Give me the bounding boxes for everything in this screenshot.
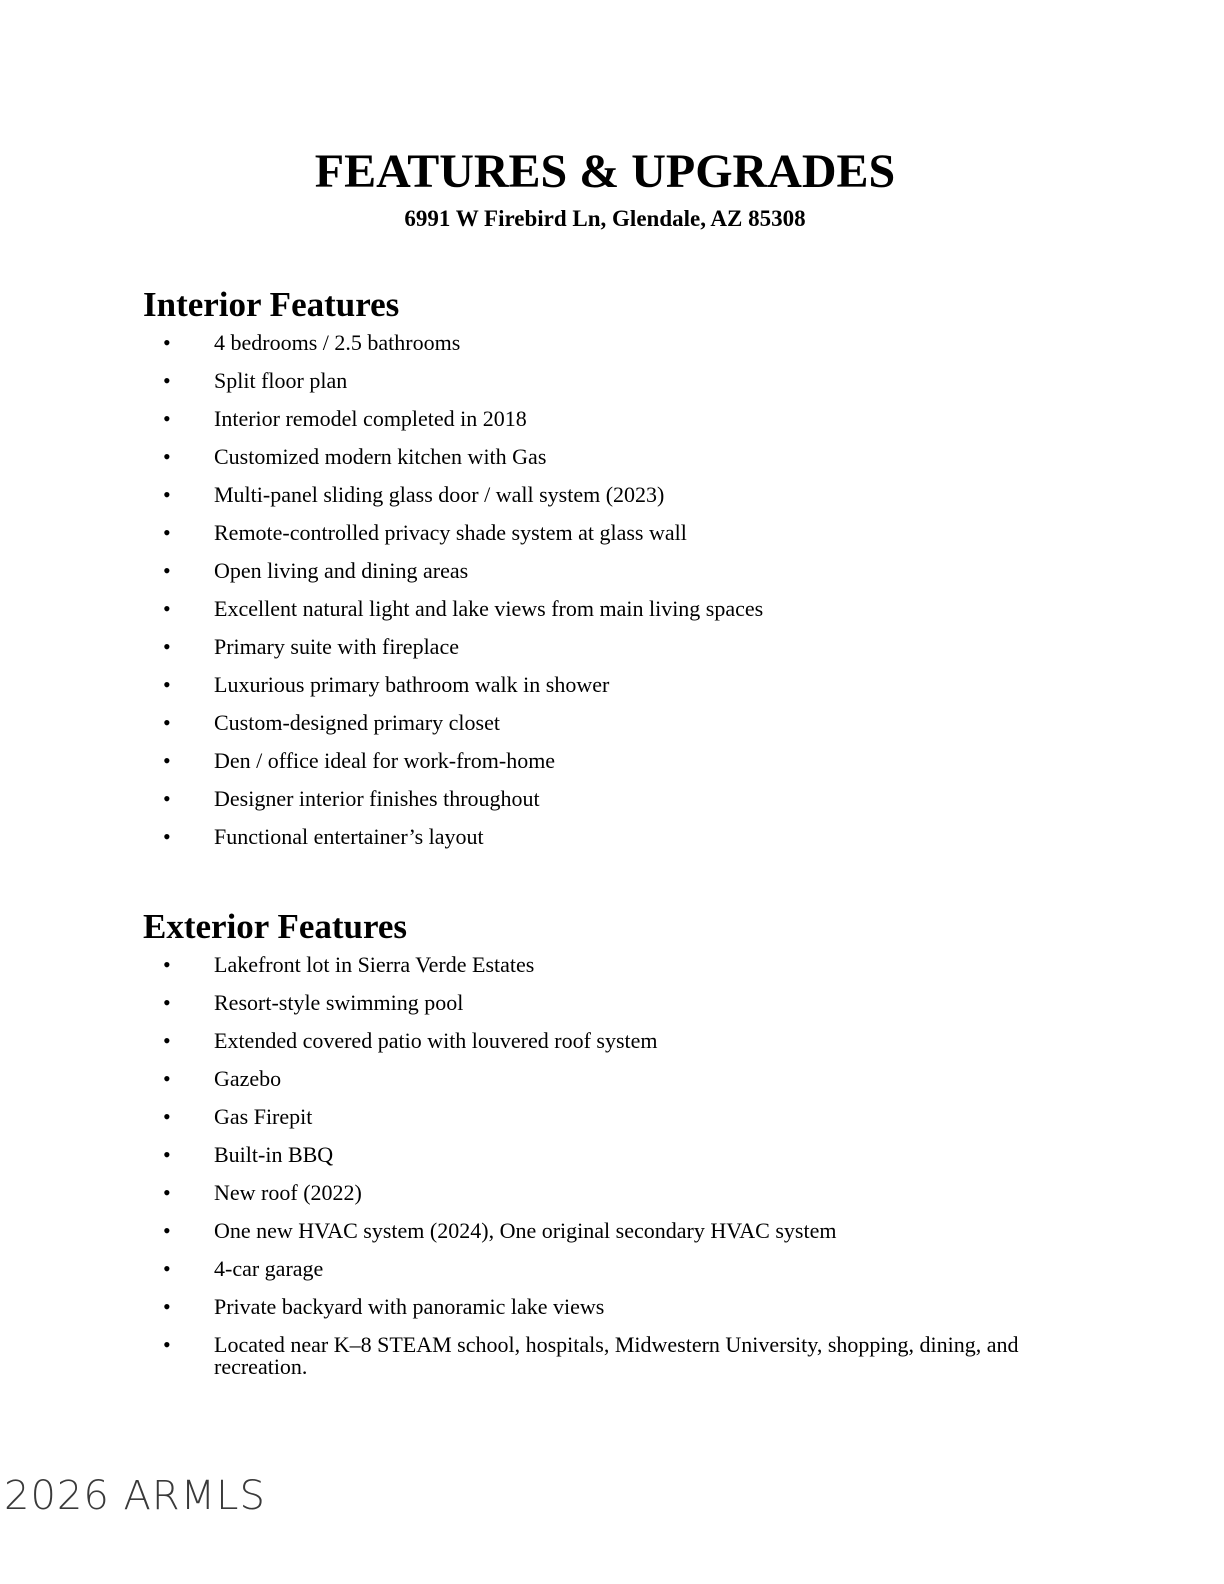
bullet-icon: • xyxy=(163,1180,171,1205)
list-item xyxy=(0,1106,1054,1128)
list-item-text: 4-car garage xyxy=(214,1256,324,1281)
list-item-text: Interior remodel completed in 2018 xyxy=(214,406,527,431)
list-item-text: Excellent natural light and lake views from main living spaces xyxy=(214,596,764,621)
list-item-text: Open living and dining areas xyxy=(214,558,469,583)
list-item xyxy=(0,446,1054,468)
bullet-icon: • xyxy=(163,748,171,773)
interior-features-list xyxy=(0,332,1224,864)
list-item xyxy=(0,674,1054,696)
list-item-text: Located near K–8 STEAM school, hospitals, Midwestern University, shopping, dining, and recreation. xyxy=(214,1332,1019,1379)
bullet-icon: • xyxy=(163,1028,171,1053)
list-item-text: Extended covered patio with louvered roof system xyxy=(214,1028,658,1053)
list-item xyxy=(0,788,1054,810)
bullet-icon: • xyxy=(163,368,171,393)
list-item-text: Custom-designed primary closet xyxy=(214,710,500,735)
bullet-icon: • xyxy=(163,558,171,583)
list-item-text: Functional entertainer’s layout xyxy=(214,824,484,849)
list-item-text: Resort-style swimming pool xyxy=(214,990,464,1015)
list-item xyxy=(0,1220,1054,1242)
list-item-text: Designer interior finishes throughout xyxy=(214,786,540,811)
list-item xyxy=(0,1030,1054,1052)
exterior-features-heading: Exterior Features xyxy=(143,907,408,946)
list-item-text: Built-in BBQ xyxy=(214,1142,334,1167)
list-item xyxy=(0,408,1054,430)
list-item-text: Gazebo xyxy=(214,1066,282,1091)
bullet-icon: • xyxy=(163,1218,171,1243)
list-item-text: Primary suite with fireplace xyxy=(214,634,459,659)
bullet-icon: • xyxy=(163,672,171,697)
bullet-icon: • xyxy=(163,482,171,507)
list-item-text: Split floor plan xyxy=(214,368,348,393)
list-item xyxy=(0,332,1054,354)
bullet-icon: • xyxy=(163,520,171,545)
list-item xyxy=(0,1182,1054,1204)
list-item-text: Multi-panel sliding glass door / wall system (2023) xyxy=(214,482,665,507)
list-item xyxy=(0,1258,1054,1280)
list-item xyxy=(0,1334,1054,1378)
list-item-text: Den / office ideal for work-from-home xyxy=(214,748,556,773)
list-item xyxy=(0,636,1054,658)
bullet-icon: • xyxy=(163,990,171,1015)
list-item-text: Customized modern kitchen with Gas xyxy=(214,444,547,469)
bullet-icon: • xyxy=(163,330,171,355)
bullet-icon: • xyxy=(163,952,171,977)
list-item-text: 4 bedrooms / 2.5 bathrooms xyxy=(214,330,461,355)
list-item xyxy=(0,598,1054,620)
list-item-text: Private backyard with panoramic lake views xyxy=(214,1294,605,1319)
bullet-icon: • xyxy=(163,1294,171,1319)
list-item xyxy=(0,992,1054,1014)
list-item xyxy=(0,954,1054,976)
bullet-icon: • xyxy=(163,710,171,735)
list-item-text: Luxurious primary bathroom walk in shower xyxy=(214,672,610,697)
list-item xyxy=(0,750,1054,772)
list-item-text: Gas Firepit xyxy=(214,1104,313,1129)
property-address: 6991 W Firebird Ln, Glendale, AZ 85308 xyxy=(404,206,806,231)
list-item xyxy=(0,1296,1054,1318)
list-item xyxy=(0,712,1054,734)
bullet-icon: • xyxy=(163,786,171,811)
list-item xyxy=(0,484,1054,506)
bullet-icon: • xyxy=(163,824,171,849)
bullet-icon: • xyxy=(163,634,171,659)
bullet-icon: • xyxy=(163,1066,171,1091)
bullet-icon: • xyxy=(163,1142,171,1167)
list-item xyxy=(0,370,1054,392)
list-item xyxy=(0,1144,1054,1166)
list-item xyxy=(0,826,1054,848)
exterior-features-list xyxy=(0,954,1224,1394)
bullet-icon: • xyxy=(163,596,171,621)
list-item xyxy=(0,522,1054,544)
page-title: FEATURES & UPGRADES xyxy=(314,145,896,198)
list-item-text: Lakefront lot in Sierra Verde Estates xyxy=(214,952,535,977)
bullet-icon: • xyxy=(163,406,171,431)
list-item xyxy=(0,1068,1054,1090)
list-item-text: New roof (2022) xyxy=(214,1180,362,1205)
bullet-icon: • xyxy=(163,1332,171,1357)
armls-watermark: 2026 ARMLS xyxy=(4,1473,266,1519)
bullet-icon: • xyxy=(163,1256,171,1281)
list-item xyxy=(0,560,1054,582)
list-item-text: Remote-controlled privacy shade system at glass wall xyxy=(214,520,687,545)
bullet-icon: • xyxy=(163,444,171,469)
list-item-text: One new HVAC system (2024), One original secondary HVAC system xyxy=(214,1218,837,1243)
bullet-icon: • xyxy=(163,1104,171,1129)
interior-features-heading: Interior Features xyxy=(143,285,400,324)
